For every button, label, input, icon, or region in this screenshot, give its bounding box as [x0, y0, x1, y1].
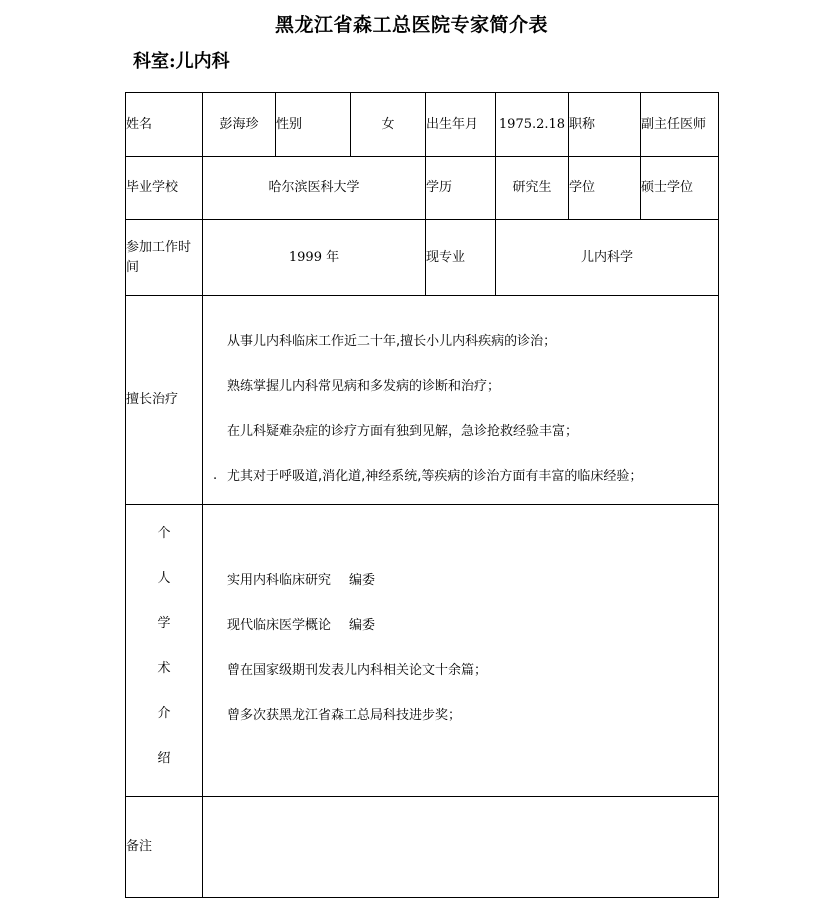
- academic-line: [227, 661, 708, 681]
- cell-degree-label: 学位: [569, 157, 641, 220]
- academic-line: [227, 616, 708, 636]
- table-row-specialty: [126, 296, 719, 505]
- cell-school-label: 毕业学校: [126, 157, 203, 220]
- academic-label-char: 绍: [157, 751, 171, 766]
- expert-profile-table: [125, 92, 719, 898]
- cell-title-value: 副主任医师: [641, 93, 719, 157]
- table-row-basic-info: [126, 93, 719, 157]
- table-row-remarks: [126, 797, 719, 898]
- academic-line: [227, 571, 708, 591]
- academic-label-char: 人: [157, 571, 171, 586]
- academic-label-char: 个: [157, 526, 171, 541]
- cell-work-start-value: 1999 年: [203, 220, 426, 296]
- cell-work-start-label: [126, 220, 203, 296]
- cell-title-label: 职称: [569, 93, 641, 157]
- table-row-work: [126, 220, 719, 296]
- cell-name-label: 姓名: [126, 93, 203, 157]
- cell-degree-value: 硕士学位: [641, 157, 719, 220]
- work-start-label-text: 参加工作时间: [126, 239, 192, 275]
- department-label: 科室:儿内科: [133, 51, 230, 72]
- academic-line-text: 现代临床医学概论: [227, 617, 332, 633]
- cell-academic-label: [126, 505, 203, 797]
- cell-specialty-label: 擅长治疗: [126, 296, 203, 505]
- academic-label-char: 术: [157, 661, 171, 676]
- cell-specialty-content: [203, 296, 719, 505]
- academic-line-text: 实用内科临床研究: [227, 572, 332, 588]
- specialty-line: 熟练掌握儿内科常见病和多发病的诊断和治疗；: [227, 378, 501, 394]
- cell-edu-value: 研究生: [496, 157, 569, 220]
- cell-remarks-label: 备注: [126, 797, 203, 898]
- cell-name-value: 彭海珍: [203, 93, 276, 157]
- cell-school-value: 哈尔滨医科大学: [203, 157, 426, 220]
- academic-text-block: [203, 551, 718, 726]
- table-row-education: [126, 157, 719, 220]
- cell-gender-label: 性别: [276, 93, 351, 157]
- cell-birth-label: 出生年月: [426, 93, 496, 157]
- academic-line-role: 编委: [349, 572, 376, 588]
- academic-label-char: 介: [157, 706, 171, 721]
- specialty-line: 从事儿内科临床工作近二十年,擅长小儿内科疾病的诊治；: [227, 333, 557, 349]
- cell-gender-value: 女: [351, 93, 426, 157]
- academic-line: [227, 706, 708, 726]
- specialty-text-block: [203, 314, 718, 487]
- cell-birth-value: 1975.2.18: [496, 93, 569, 157]
- specialty-line: 在儿科疑难杂症的诊疗方面有独到见解，急诊抢救经验丰富；: [227, 423, 579, 439]
- cell-major-label: 现专业: [426, 220, 496, 296]
- cell-edu-label: 学历: [426, 157, 496, 220]
- page-title: 黑龙江省森工总医院专家简介表: [274, 14, 548, 36]
- table-row-academic: [126, 505, 719, 797]
- academic-line-role: 编委: [349, 617, 376, 633]
- cell-major-value: 儿内科学: [496, 220, 719, 296]
- academic-line-text: 曾在国家级期刊发表儿内科相关论文十余篇；: [227, 662, 488, 678]
- academic-label-char: 学: [157, 616, 171, 631]
- cell-remarks-value: [203, 797, 719, 898]
- academic-line-text: 曾多次获黑龙江省森工总局科技进步奖；: [227, 707, 462, 723]
- specialty-line: . 尤其对于呼吸道,消化道,神经系统,等疾病的诊治方面有丰富的临床经验；: [227, 467, 708, 487]
- academic-label-vertical: [126, 505, 202, 796]
- cell-academic-content: [203, 505, 719, 797]
